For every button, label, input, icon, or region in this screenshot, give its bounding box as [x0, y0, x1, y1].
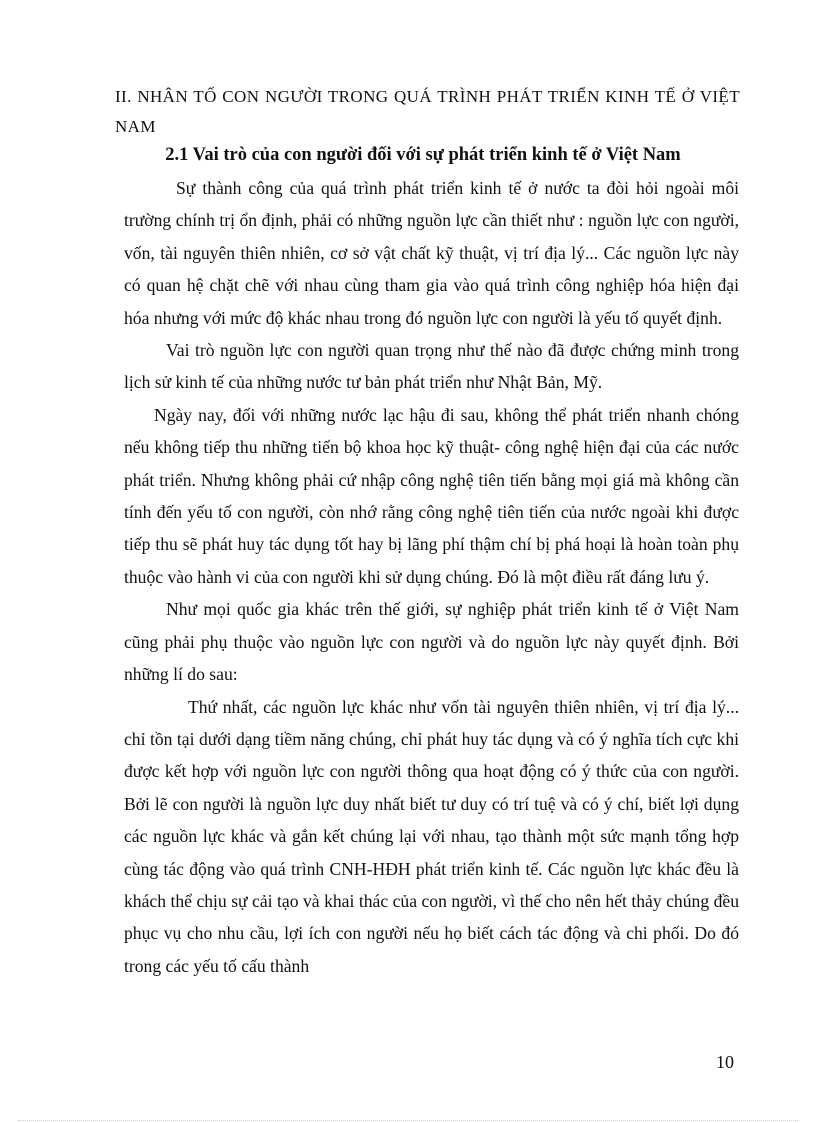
paragraph: Thứ nhất, các nguồn lực khác như vốn tài nguyên thiên nhiên, vị trí địa lý... chỉ tồn tại dưới dạng tiềm năng chúng, chỉ phát huy tác dụng và có ý nghĩa tích cực khi được kết hợp với nguồn lực con người thông qua hoạt động có ý thức của con người. Bởi lẽ con người là nguồn lực duy nhất biết tư duy có trí tuệ và có ý chí, biết lợi dụng các nguồn lực khác và gắn kết chúng lại với nhau, tạo thành một sức mạnh tổng hợp cùng tác động vào quá trình CNH-HĐH phát triển kinh tế. Các nguồn lực khác đều là khách thể chịu sự cải tạo và khai thác của con người, vì thế cho nên hết thảy chúng đều phục vụ cho nhu cầu, lợi ích con người nếu họ biết cách tác động và chi phối. Do đó trong các yếu tố cấu thành — [124, 696, 739, 976]
paragraph: Sự thành công của quá trình phát triển kinh tế ở nước ta đòi hỏi ngoài môi trường chính trị ổn định, phải có những nguồn lực cần thiết như : nguồn lực con người, vốn, tài nguyên thiên nhiên, cơ sở vật chất kỹ thuật, vị trí địa lý... Các nguồn lực này có quan hệ chặt chẽ với nhau cùng tham gia vào quá trình công nghiệp hóa hiện đại hóa nhưng với mức độ khác nhau trong đó nguồn lực con người là yếu tố quyết định. — [124, 178, 739, 328]
page-number: 10 — [716, 1052, 734, 1072]
footer-divider — [18, 1120, 798, 1121]
paragraph: Ngày nay, đối với những nước lạc hậu đi sau, không thể phát triển nhanh chóng nếu không tiếp thu những tiến bộ khoa học kỹ thuật- công nghệ hiện đại của các nước phát triển. Nhưng không phải cứ nhập công nghệ tiên tiến bằng mọi giá mà không cần tính đến yếu tố con người, còn nhớ rằng công nghệ tiên tiến của nước ngoài khi được tiếp thu sẽ phát huy tác dụng tốt hay bị lãng phí thậm chí bị phá hoại là hoàn toàn phụ thuộc vào hành vi của con người khi sử dụng chúng. Đó là một điều rất đáng lưu ý. — [124, 404, 739, 587]
section-heading: II. NHÂN TỐ CON NGƯỜI TRONG QUÁ TRÌNH PHÁT TRIỂN KINH TẾ Ở VIỆT NAM — [115, 87, 740, 136]
body-text — [124, 172, 739, 982]
subsection-heading: 2.1 Vai trò của con người đối với sự phát triển kinh tế ở Việt Nam — [165, 145, 681, 165]
paragraph: Như mọi quốc gia khác trên thế giới, sự nghiệp phát triển kinh tế ở Việt Nam cũng phải phụ thuộc vào nguồn lực con người và do nguồn lực này quyết định. Bởi những lí do sau: — [124, 599, 739, 685]
paragraph: Vai trò nguồn lực con người quan trọng như thế nào đã được chứng minh trong lịch sử kinh tế của những nước tư bản phát triển như Nhật Bản, Mỹ. — [124, 340, 739, 393]
